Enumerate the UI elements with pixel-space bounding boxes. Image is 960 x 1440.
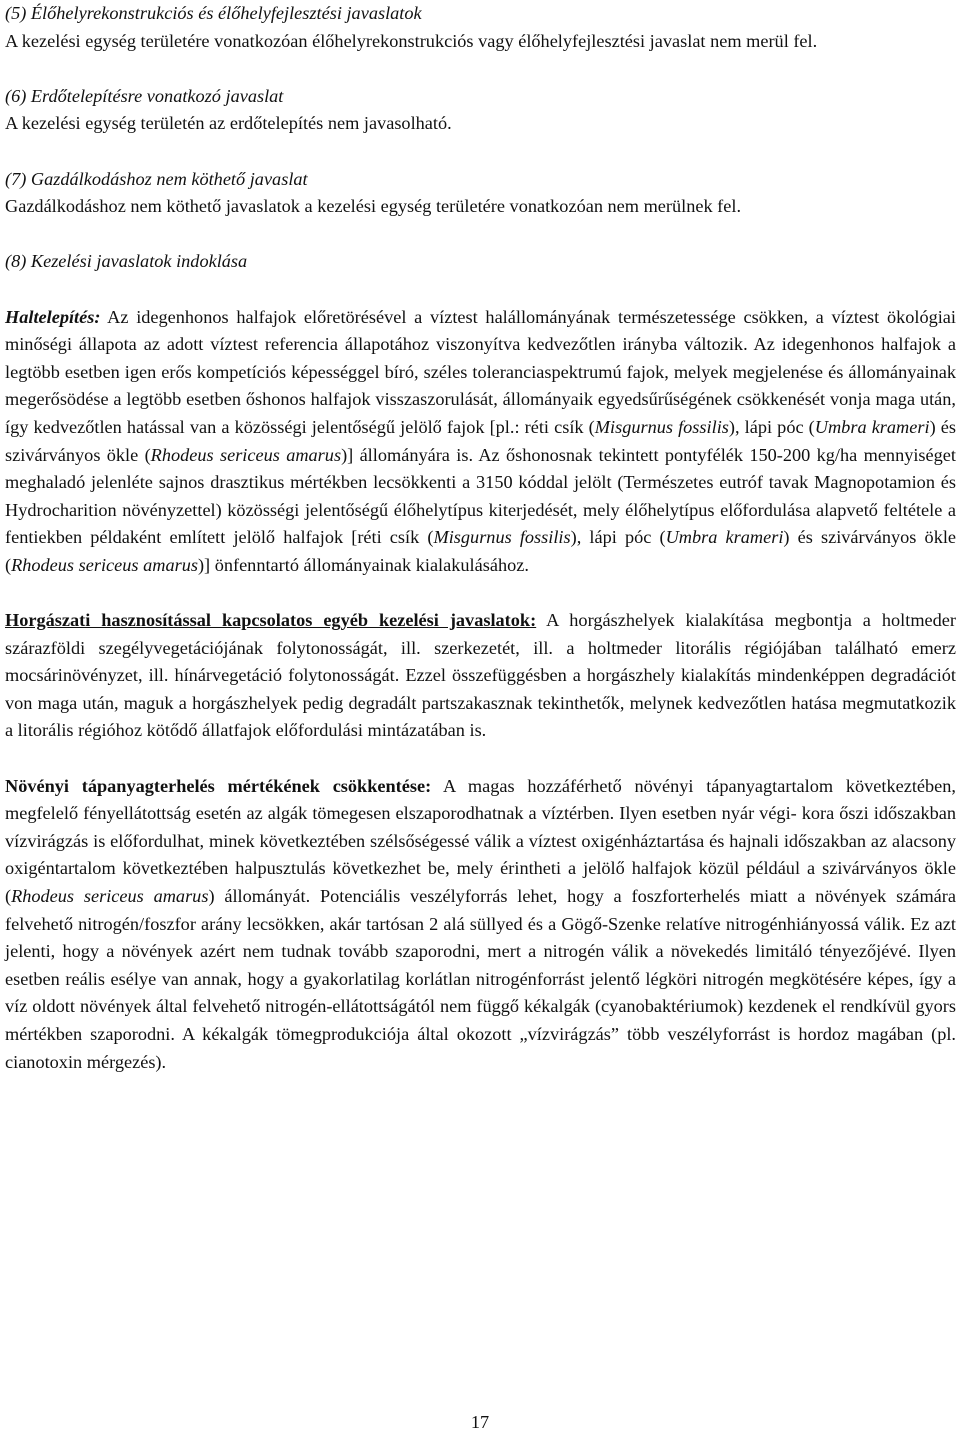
paragraph-text: ) és szivárványos ökle ( <box>5 416 957 465</box>
paragraph-text: Az idegenhonos halfajok előretörésével a víztest halállományának természetessége csökken, a víztest ökológiai minőségi állapota az adott víztest referencia állapotához viszonyítva kedvezőtlen irányba változik. Az idegenhonos halfajok a legtöbb esetben igen erős kompetíciós képességgel bíró, széles toleranciaspektrumú fajok, melyek megjelenése és állományainak megerősödése a legtöbb esetben őshonos halfajok visszaszorulását, állományaik egyedsűrűségének csökkenését vonja maga után, így kedvezőtlen hatással van a közösségi jelentőségű jelölő fajok [pl.: réti csík ( <box>5 306 956 437</box>
section-text: A kezelési egység területén az erdőtelepítés nem javasolható. <box>5 113 452 134</box>
page-number: 17 <box>470 1412 490 1432</box>
section-title: (6) Erdőtelepítésre vonatkozó javaslat <box>5 85 284 106</box>
haltelepites-paragraph <box>5 304 956 580</box>
section-text: A kezelési egység területére vonatkozóan élőhelyrekonstrukciós vagy élőhelyfejlesztési javaslat nem merül fel. <box>5 30 818 51</box>
section-text: Gazdálkodáshoz nem köthető javaslatok a kezelési egység területére vonatkozóan nem merülnek fel. <box>5 196 742 217</box>
paragraph-text: ), lápi póc ( <box>570 527 666 548</box>
paragraph-text: )] állományára is. Az őshonosnak tekintett pontyfélék 150-200 kg/ha mennyiséget meghaladó jelenléte sajnos drasztikus mértékben lecsökkenti a 3150 kóddal jelölt (Természetes eutróf tavak Magnopotamion és Hydrocharition növényzettel) közösségi jelentőségű élőhelytípus kiterjedését, mely élőhelytípus előfordulása alapvető feltétele a fentiekben példaként említett jelölő halfajok [réti csík ( <box>5 444 956 548</box>
paragraph-lead: Horgászati hasznosítással kapcsolatos egyéb kezelési javaslatok: <box>5 610 537 631</box>
section-title: (7) Gazdálkodáshoz nem köthető javaslat <box>5 168 308 189</box>
paragraph-text: A magas hozzáférhető növényi tápanyagtartalom következtében, megfelelő fényellátottság esetén az algák tömegesen elszaporodhatnak a víztérben. Ilyen esetben nyár végi- kora őszi időszakban vízvirágzás is előfordulhat, minek következtében szélsőségessé válik a víztest oxigénháztartása és hajnali időszakban az alacsony oxigéntartalom következtében halpusztulás következhet be, mely érintheti a jelölő halfajok közül például a szivárványos ökle ( <box>5 775 956 906</box>
paragraph-text: A horgászhelyek kialakítása megbontja a holtmeder szárazföldi szegélyvegetációjának folytonosságát, ill. szerkezetét, ill. a holtmeder litorális régiójában található emerz mocsárinövényzet, ill. hínárvegetáció folytonosságát. Ezzel összefüggésben a horgászhely kialakítás mindenképpen degradációt von maga után, maguk a horgászhelyek pedig degradált partszakasznak tekinthetők, melynek kedvezőtlen hatása megmutatkozik a litorális régióhoz kötődő állatfajok előfordulási mintázatában is. <box>5 610 956 741</box>
species-name: Misgurnus fossilis <box>433 527 571 548</box>
species-name: Misgurnus fossilis <box>594 416 729 437</box>
species-name: Rhodeus sericeus amarus <box>11 554 198 575</box>
paragraph-text: )] önfenntartó állományainak kialakulásához. <box>197 554 529 575</box>
section-7 <box>5 166 956 221</box>
species-name: Rhodeus sericeus amarus <box>150 444 342 465</box>
species-name: Umbra krameri <box>665 527 784 548</box>
section-5 <box>5 0 956 55</box>
paragraph-text: ), lápi póc ( <box>728 416 815 437</box>
paragraph-text: ) állományát. Potenciális veszélyforrás lehet, hogy a foszforterhelés miatt a növények számára felvehető nitrogén/foszfor arány lecsökken, akár tartósan 2 alá süllyed és a Gögő-Szenke relatíve nitrogénhiányossá válik. Ez azt jelenti, hogy a növények azért nem tudnak tovább szaporodni, mert a nitrogén válik a növekedés limitáló tényezőjévé. Ilyen esetben reális esélye van annak, hogy a gyakorlatilag korlátlan nitrogénforrást jelentő légköri nitrogén megkötésére képes, így a víz oldott növények által felvehető nitrogén-ellátottságától nem függő kékalgák (cyanobaktériumok) kezdenek el rendkívül gyors mértékben szaporodni. A kékalgák tömegprodukciója által okozott „vízvirágzás” több veszélyforrást is hordoz magában (pl. cianotoxin mérgezés). <box>5 886 956 1072</box>
species-name: Rhodeus sericeus amarus <box>11 886 209 906</box>
paragraph-text: ) és szivárványos ökle ( <box>5 527 957 575</box>
section-title: (5) Élőhelyrekonstrukciós és élőhelyfejlesztési javaslatok <box>5 3 422 23</box>
section-8 <box>5 248 956 276</box>
document-page <box>5 0 956 1076</box>
horgaszat-paragraph <box>5 607 956 745</box>
section-6 <box>5 83 956 138</box>
paragraph-lead: Haltelepítés: <box>5 306 101 327</box>
species-name: Umbra krameri <box>814 416 930 437</box>
section-title: (8) Kezelési javaslatok indoklása <box>5 251 248 272</box>
tapanyag-paragraph <box>5 773 956 1077</box>
paragraph-lead: Növényi tápanyagterhelés mértékének csökkentése: <box>5 775 432 796</box>
